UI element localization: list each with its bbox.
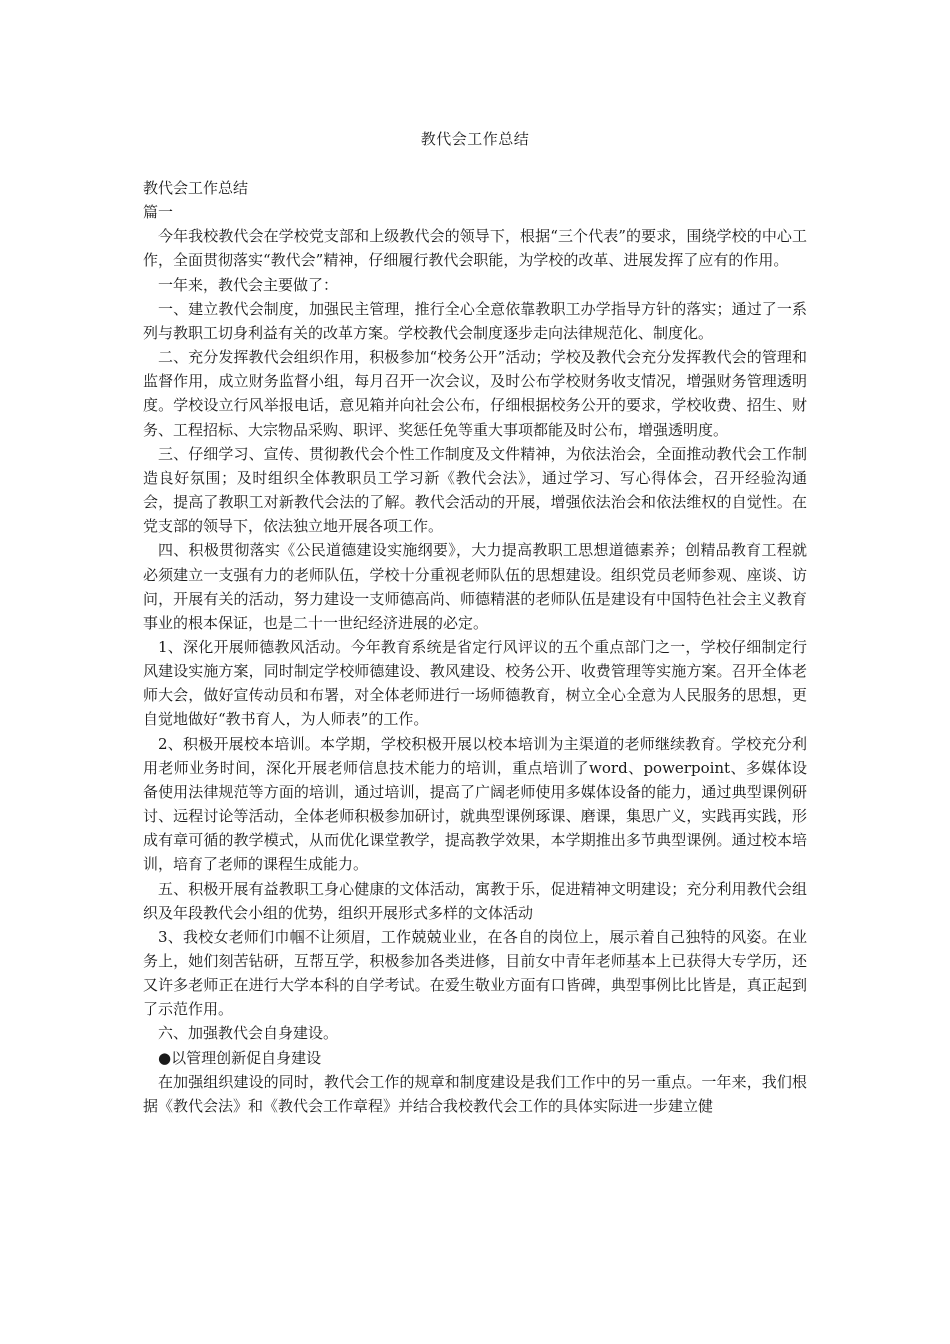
paragraph: 2、积极开展校本培训。本学期，学校积极开展以校本培训为主渠道的老师继续教育。学校充分利用老师业务时间，深化开展老师信息技术能力的培训，重点培训了word、powerpoint、多媒体设备使用法律规范等方面的培训，通过培训，提高了广阔老师使用多媒体设备的能力，通过典型课例研讨、远程讨论等活动，全体老师积极参加研讨，就典型课例琢课、磨课，集思广义，实践再实践，形成有章可循的教学模式，从而优化课堂教学，提高教学效果，本学期推出多节典型课例。通过校本培训，培育了老师的课程生成能力。 [143,734,807,874]
document-body [143,176,807,1118]
paragraph: 六、加强教代会自身建设。 [158,1024,339,1043]
paragraph: 今年我校教代会在学校党支部和上级教代会的领导下，根据“三个代表”的要求，围绕学校的中心工作，全面贯彻落实“教代会”精神，仔细履行教代会职能，为学校的改革、进展发挥了应有的作用。 [143,227,807,270]
paragraph: 在加强组织建设的同时，教代会工作的规章和制度建设是我们工作中的另一重点。一年来，我们根据《教代会法》和《教代会工作章程》并结合我校教代会工作的具体实际进一步建立健 [143,1072,807,1115]
paragraph: 一、建立教代会制度，加强民主管理，推行全心全意依靠教职工办学指导方针的落实；通过了一系列与教职工切身利益有关的改革方案。学校教代会制度逐步走向法律规范化、制度化。 [143,299,807,342]
paragraph: 教代会工作总结 [143,179,249,197]
paragraph: 三、仔细学习、宣传、贯彻教代会个性工作制度及文件精神，为依法治会，全面推动教代会工作制造良好氛围；及时组织全体教职员工学习新《教代会法》，通过学习、写心得体会，召开经验沟通会，提高了教职工对新教代会法的了解。教代会活动的开展，增强依法治会和依法维权的自觉性。在党支部的领导下，依法独立地开展各项工作。 [143,444,807,536]
paragraph: 1、深化开展师德教风活动。今年教育系统是省定行风评议的五个重点部门之一，学校仔细制定行风建设实施方案，同时制定学校师德建设、教风建设、校务公开、收费管理等实施方案。召开全体老师大会，做好宣传动员和布署，对全体老师进行一场师德教育，树立全心全意为人民服务的思想，更自觉地做好“教书育人，为人师表”的工作。 [143,637,807,729]
paragraph: 3、我校女老师们巾帼不让须眉，工作兢兢业业，在各自的岗位上，展示着自己独特的风姿。在业务上，她们刻苦钻研，互帮互学，积极参加各类进修，目前女中青年老师基本上已获得大专学历，还又许多老师正在进行大学本科的自学考试。在爱生敬业方面有口皆碑，典型事例比比皆是，真正起到了示范作用。 [143,927,807,1019]
paragraph: 一年来，教代会主要做了： [158,275,339,294]
paragraph: 二、充分发挥教代会组织作用，积极参加“校务公开”活动；学校及教代会充分发挥教代会的管理和监督作用，成立财务监督小组，每月召开一次会议，及时公布学校财务收支情况，增强财务管理透明度。学校设立行风举报电话，意见箱并向社会公布，仔细根据校务公开的要求，学校收费、招生、财务、工程招标、大宗物品采购、职评、奖惩任免等重大事项都能及时公布，增强透明度。 [143,348,807,439]
paragraph: 五、积极开展有益教职工身心健康的文体活动，寓教于乐，促进精神文明建设；充分利用教代会组织及年段教代会小组的优势，组织开展形式多样的文体活动 [143,879,807,922]
paragraph: 篇一 [143,203,174,222]
paragraph: 四、积极贯彻落实《公民道德建设实施纲要》，大力提高教职工思想道德素养；创精品教育工程就必须建立一支强有力的老师队伍，学校十分重视老师队伍的思想建设。组织党员老师参观、座谈、访问，开展有关的活动，努力建设一支师德高尚、师德精湛的老师队伍是建设有中国特色社会主义教育事业的根本保证，也是二十一世纪经济进展的必定。 [143,541,807,632]
document-title: 教代会工作总结 [420,130,530,148]
paragraph: ●以管理创新促自身建设 [158,1048,322,1067]
